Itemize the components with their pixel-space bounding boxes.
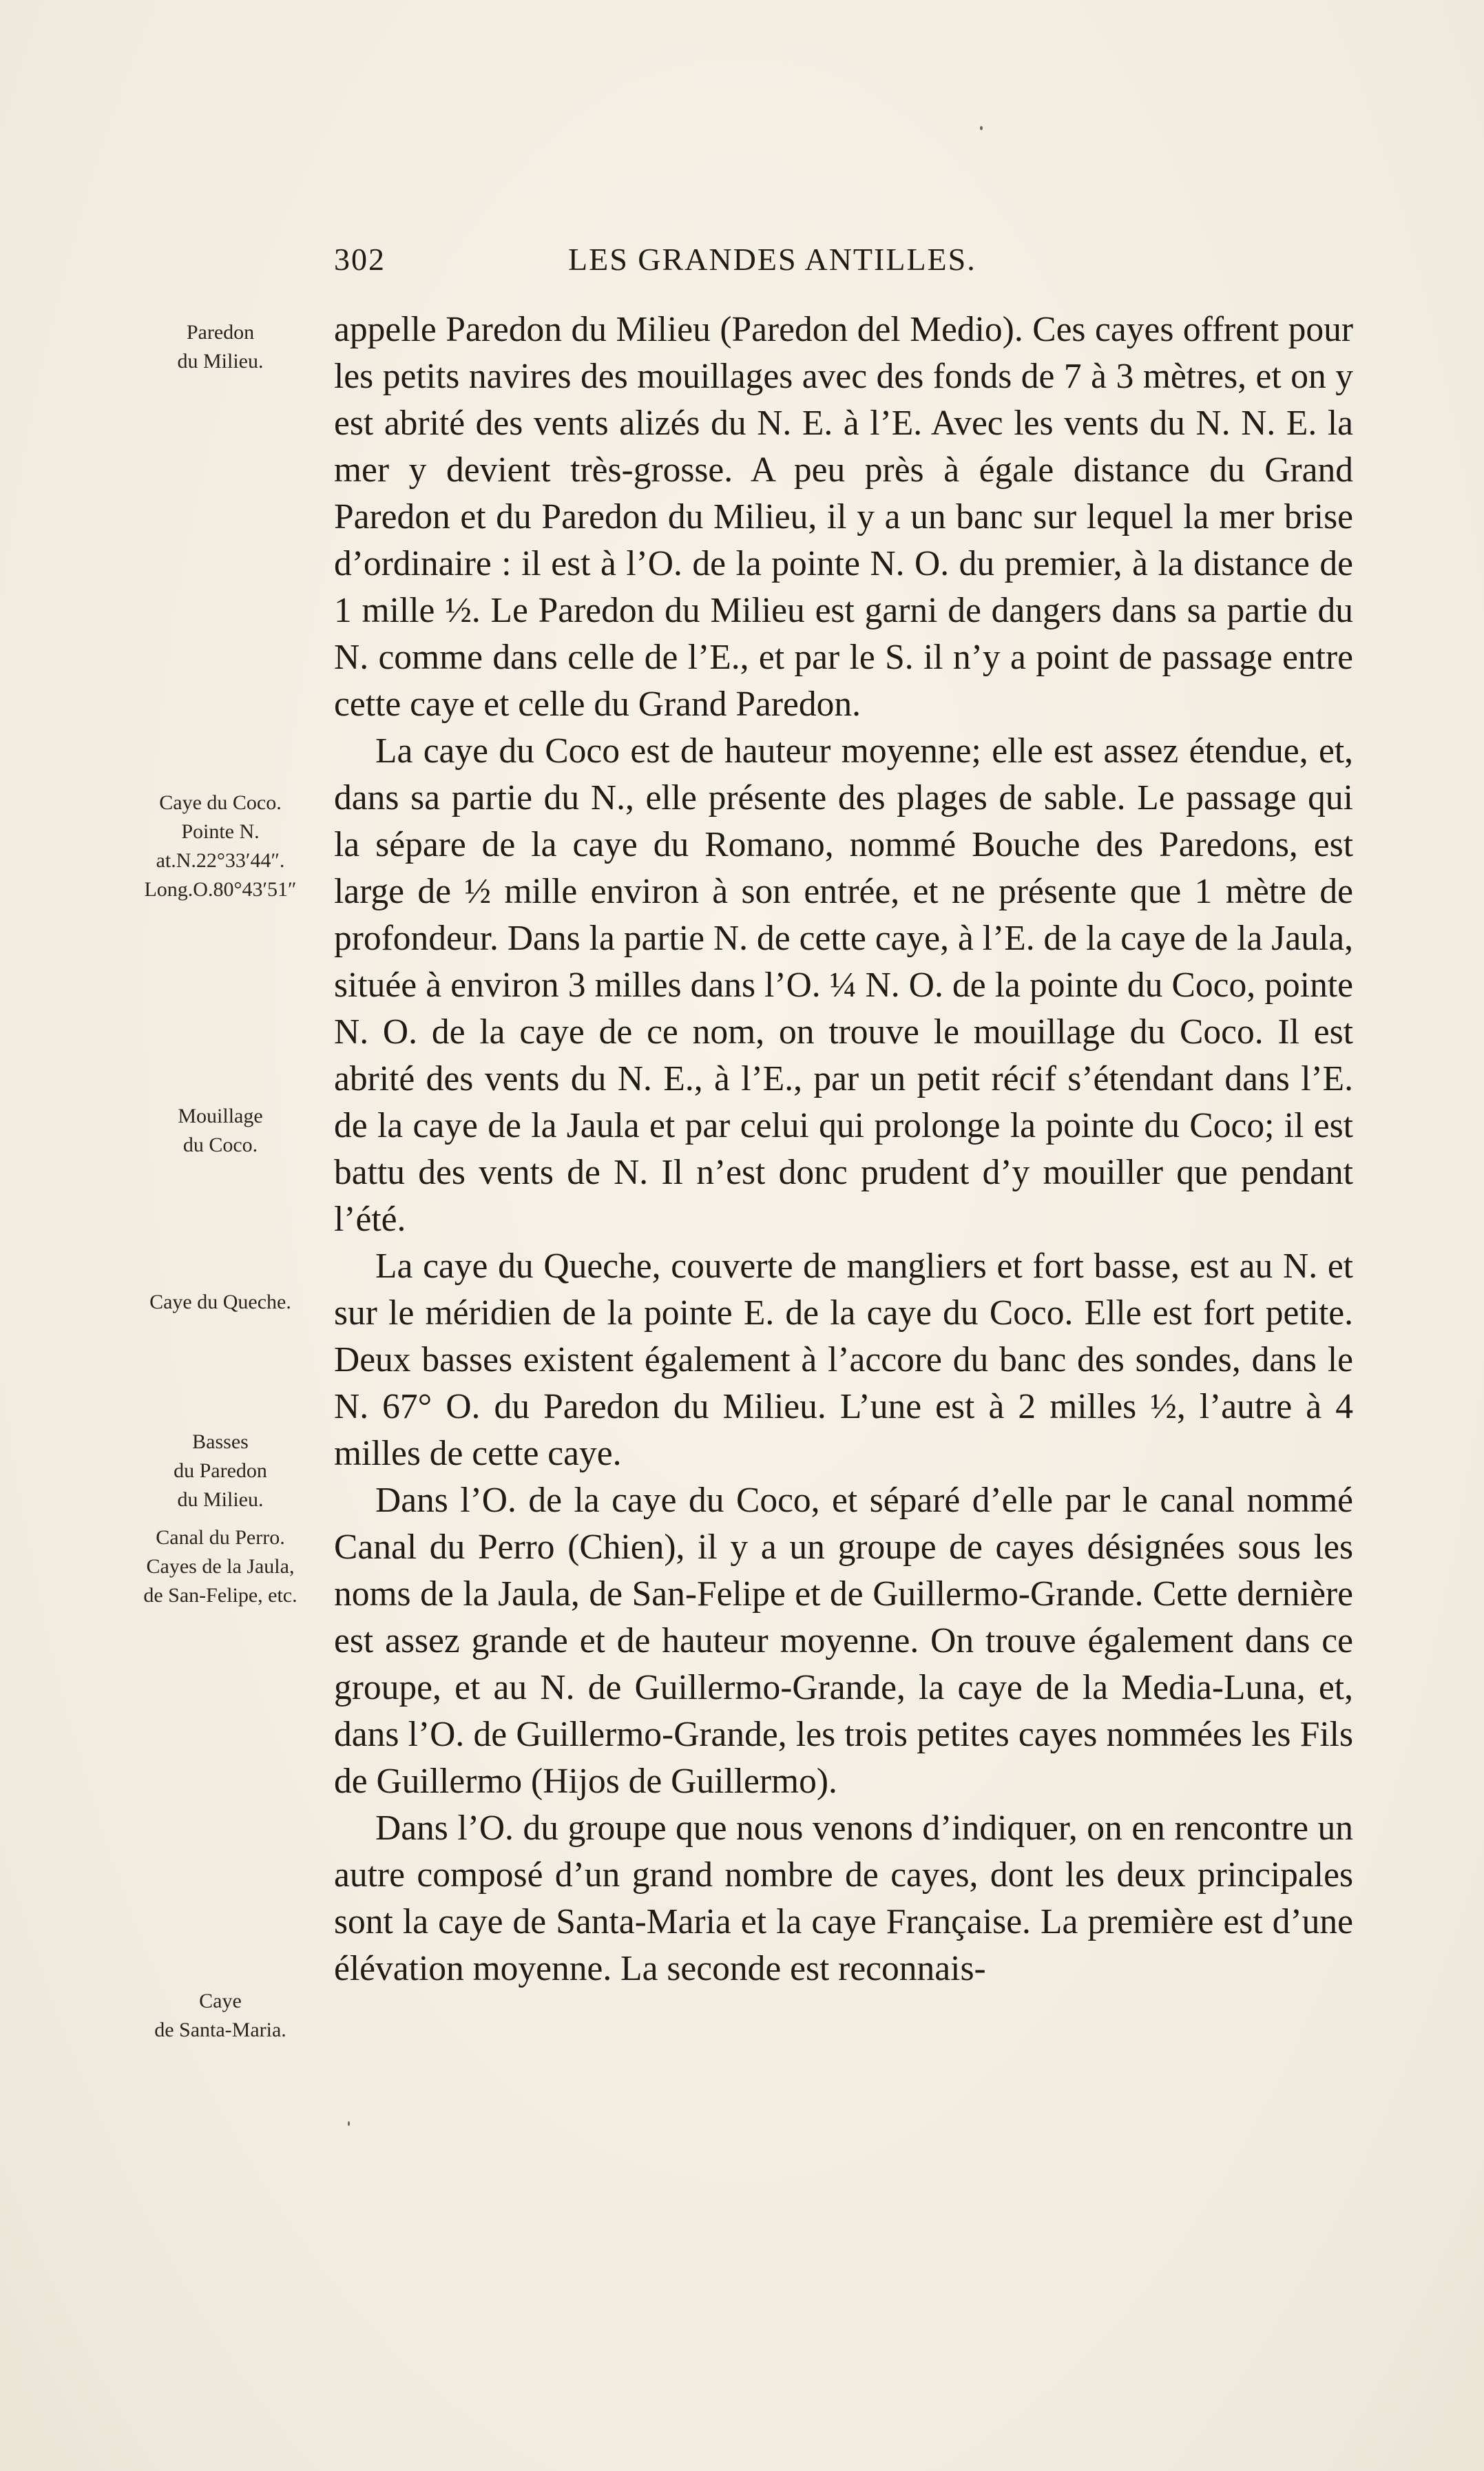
margin-note-line: Cayes de la Jaula, <box>146 1555 295 1578</box>
margin-note-line: du Paredon <box>174 1459 267 1482</box>
margin-note-mouillage-du-coco <box>110 1102 331 1160</box>
paragraph: Dans l’O. du groupe que nous venons d’indiquer, on en rencontre un autre composé d’un grand nombre de cayes, dont les deux principales sont la caye de Santa-Maria et la caye Française. La première est d’une élévation moyenne. La seconde est reconnais- <box>334 1808 1353 1988</box>
margin-note-line: Caye <box>199 1990 242 2012</box>
margin-note-line: Mouillage <box>178 1105 263 1127</box>
margin-note-line: de Santa-Maria. <box>154 2019 286 2041</box>
margin-note-line: Long.O.80°43′51″ <box>144 878 297 901</box>
margin-note-basses-du-paredon <box>110 1428 331 1514</box>
margin-note-paredon-du-milieu <box>110 318 331 376</box>
margin-note-line: du Coco. <box>182 1134 258 1156</box>
margin-note-line: du Milieu. <box>177 1488 264 1511</box>
paragraph: appelle Paredon du Milieu (Paredon del Medio). Ces cayes offrent pour les petits navires des mouillages avec des fonds de 7 à 3 mètres, et on y est abrité des vents alizés du N. E. à l’E. Avec les vents du N. N. E. la mer y devient très-grosse. A peu près à égale distance du Grand Paredon et du Paredon du Milieu, il y a un banc sur lequel la mer brise d’ordinaire : il est à l’O. de la pointe N. O. du premier, à la distance de 1 mille ½. Le Paredon du Milieu est garni de dangers dans sa partie du N. comme dans celle de l’E., et par le S. il n’y a point de passage entre cette caye et celle du Grand Paredon. <box>334 310 1353 724</box>
body-text <box>334 306 1353 1992</box>
running-title: LES GRANDES ANTILLES. <box>568 242 976 277</box>
margin-note-line: Pointe N. <box>181 820 260 843</box>
margin-note-caye-du-coco <box>110 789 331 904</box>
margin-note-line: Caye du Coco. <box>159 791 282 814</box>
ink-speck <box>348 2121 350 2126</box>
paragraph: La caye du Coco est de hauteur moyenne; elle est assez étendue, et, dans sa partie du N., elle présente des plages de sable. Le passage qui la sépare de la caye du Romano, nommé Bouche des Paredons, est large de ½ mille environ à son entrée, et ne présente que 1 mètre de profondeur. Dans la partie N. de cette caye, à l’E. de la caye de la Jaula, située à environ 3 milles dans l’O. ¼ N. O. de la pointe du Coco, pointe N. O. de la caye de ce nom, on trouve le mouillage du Coco. Il est abrité des vents du N. E., à l’E., par un petit récif s’étendant dans l’E. de la caye de la Jaula et par celui qui prolonge la pointe du Coco; il est battu des vents de N. Il n’est donc prudent d’y mouiller que pendant l’été. <box>334 731 1353 1239</box>
margin-note-line: Canal du Perro. <box>156 1526 285 1549</box>
paragraph: Dans l’O. de la caye du Coco, et séparé d’elle par le canal nommé Canal du Perro (Chien), il y a un groupe de cayes désignées sous les noms de la Jaula, de San-Felipe et de Guillermo-Grande. Cette dernière est assez grande et de hauteur moyenne. On trouve également dans ce groupe, et au N. de Guillermo-Grande, la caye de la Media-Luna, et, dans l’O. de Guillermo-Grande, les trois petites cayes nommées les Fils de Guillermo (Hijos de Guillermo). <box>334 1481 1353 1801</box>
ink-speck <box>980 126 983 130</box>
page-number: 302 <box>334 242 386 277</box>
margin-note-caye-de-santa-maria <box>110 1987 331 2045</box>
margin-note-line: du Milieu. <box>177 350 264 373</box>
page-header <box>334 241 1353 289</box>
margin-note-line: de San-Felipe, etc. <box>143 1584 297 1607</box>
margin-note-caye-du-queche <box>110 1288 331 1317</box>
margin-note-line: Paredon <box>186 321 255 344</box>
margin-note-line: Caye du Queche. <box>149 1291 291 1313</box>
margin-note-line: Basses <box>192 1430 249 1453</box>
margin-note-canal-du-perro <box>110 1523 331 1610</box>
margin-note-line: at.N.22°33′44″. <box>156 849 285 872</box>
paragraph: La caye du Queche, couverte de mangliers et fort basse, est au N. et sur le méridien de la pointe E. de la caye du Coco. Elle est fort petite. Deux basses existent également à l’accore du banc des sondes, dans le N. 67° O. du Paredon du Milieu. L’une est à 2 milles ½, l’autre à 4 milles de cette caye. <box>334 1247 1353 1473</box>
